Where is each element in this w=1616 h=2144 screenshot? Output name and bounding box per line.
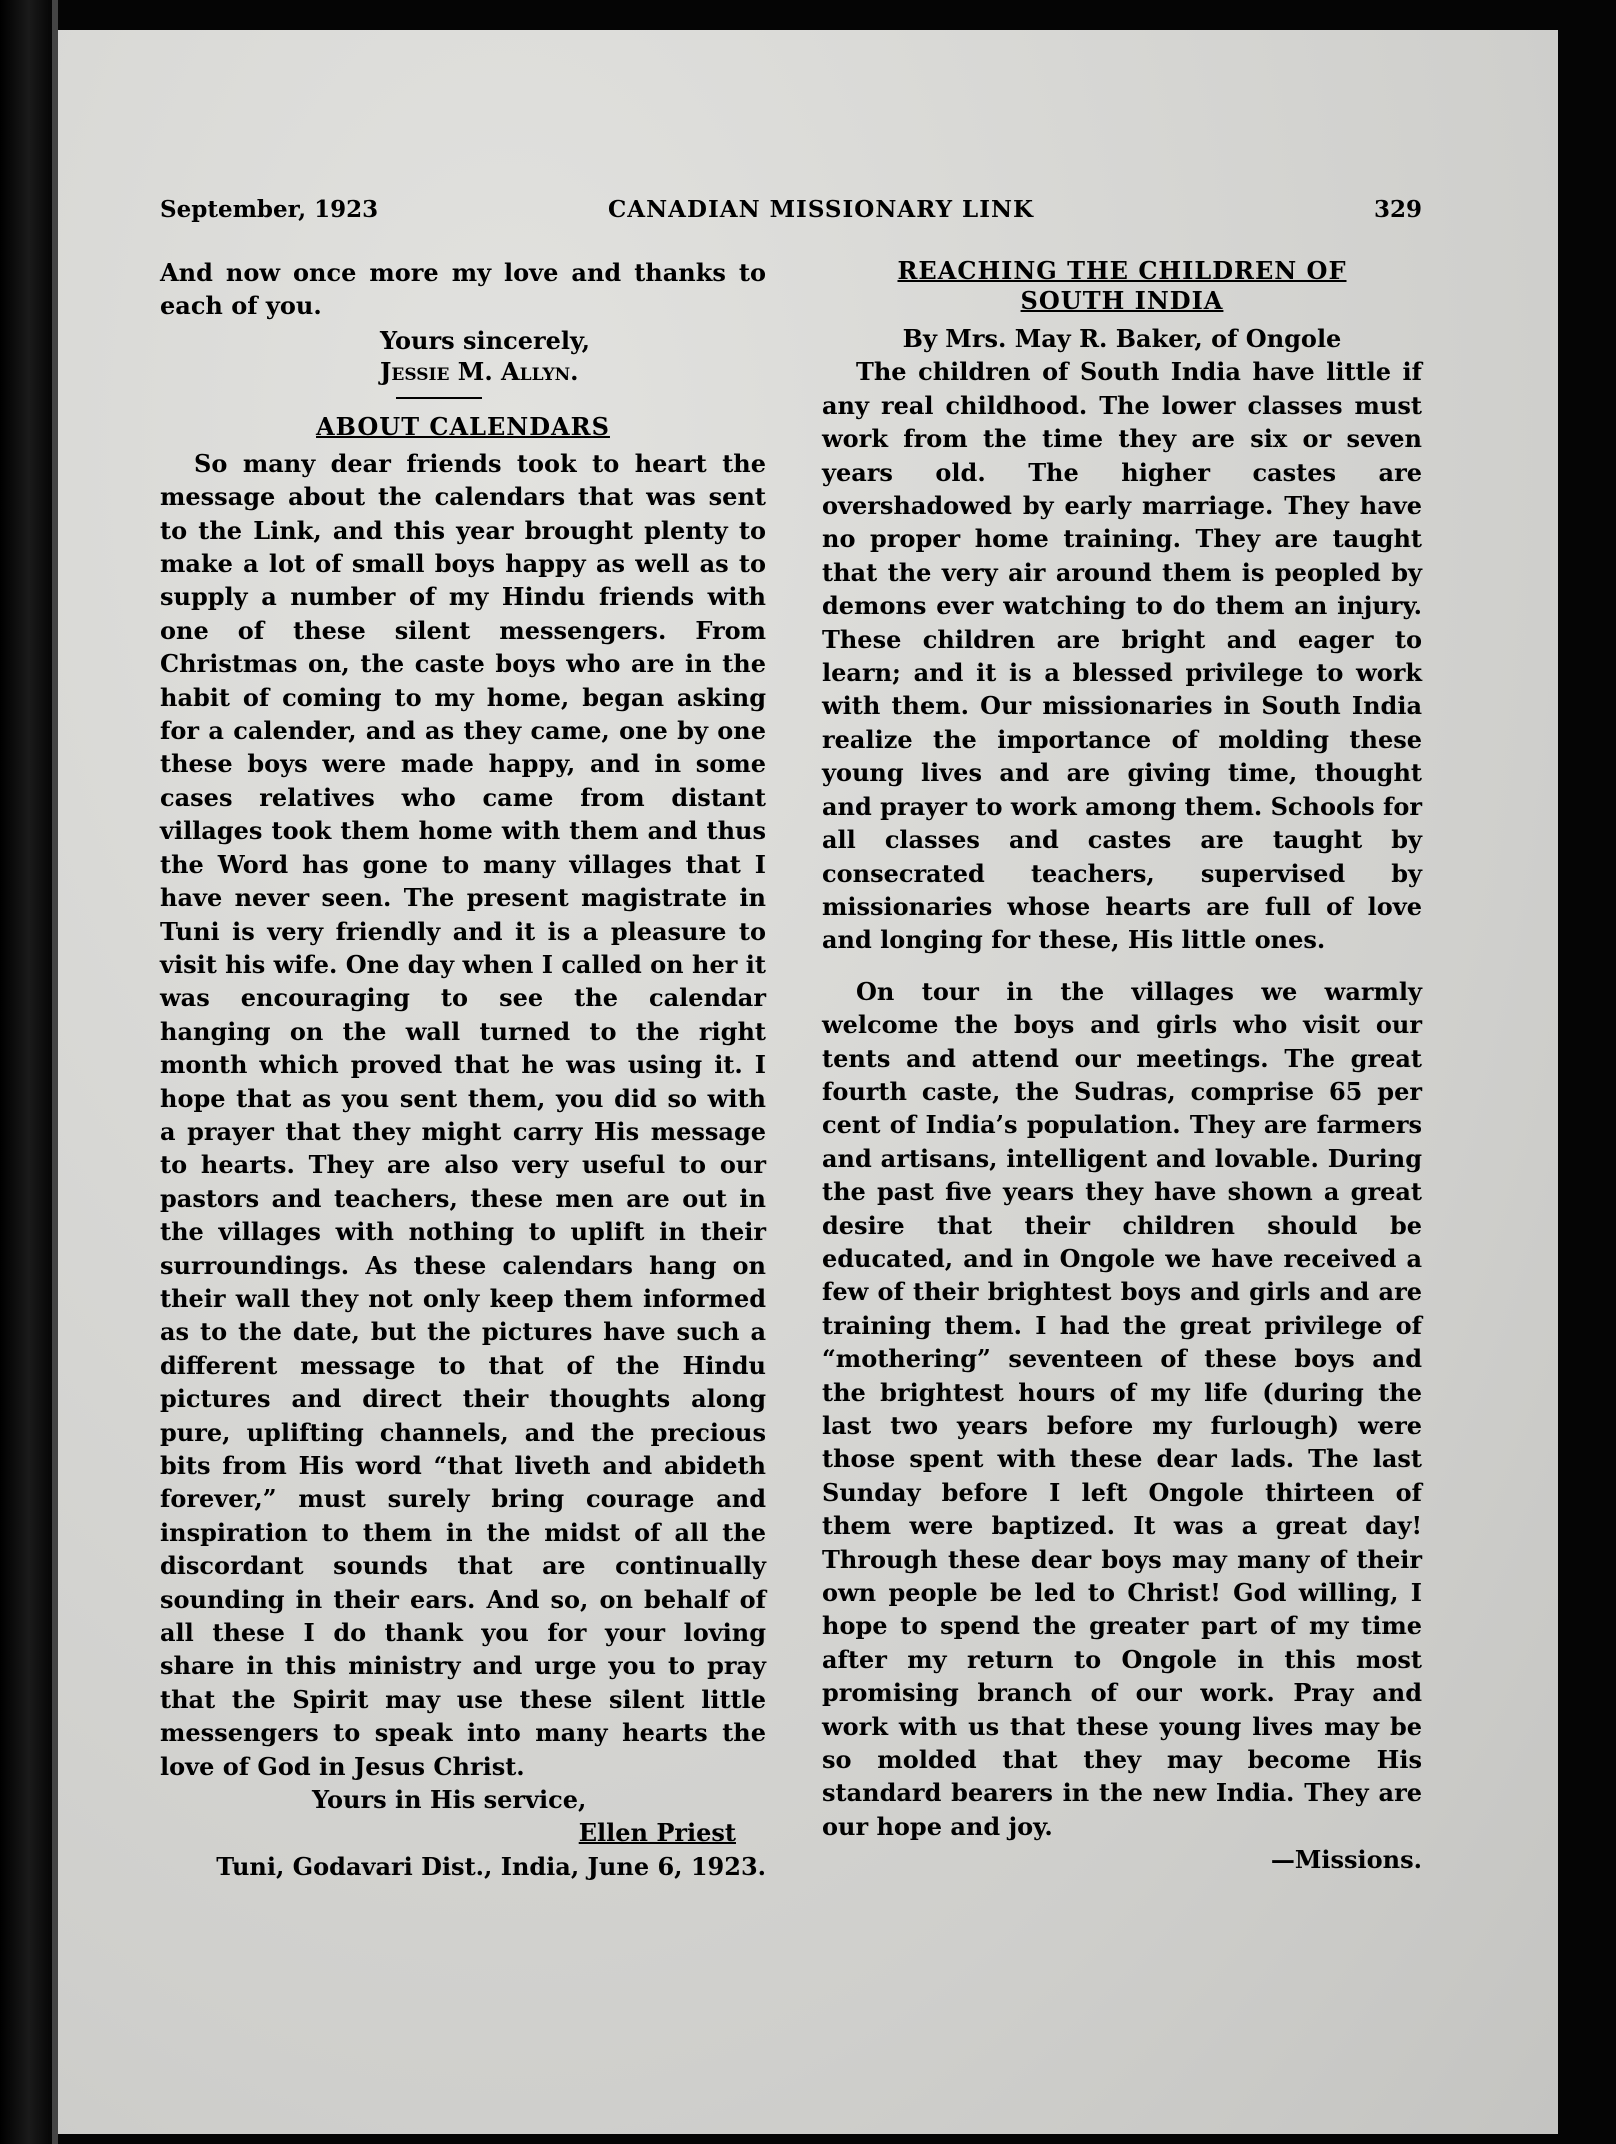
signoff-name: Jessie M. Allyn. — [380, 356, 579, 386]
signature: Ellen Priest — [578, 1818, 736, 1848]
byline: By Mrs. May R. Baker, of Ongole — [902, 324, 1342, 353]
left-column — [160, 256, 766, 1883]
right-column — [822, 256, 1422, 1877]
place-date: Tuni, Godavari Dist., India, June 6, 1923. — [216, 1851, 766, 1881]
paragraph-gap — [822, 957, 1422, 975]
header-title: CANADIAN MISSIONARY LINK — [608, 196, 1034, 223]
heading-line-2: SOUTH INDIA — [1020, 286, 1224, 315]
article-paragraph-2: On tour in the villages we warmly welcome the boys and girls who visit our tents and attend our meetings. The great fourth caste, the Sudras, comprise 65 per cent of India’s population. They are farmers and artisans, intelligent and lovable. During the past five years they have shown a great desire that their children should be educated, and in Ongole we have received a few of their brightest boys and girls and are training them. I had the great privilege of “mothering” seventeen of these boys and the brightest hours of my life (during the last two years before my furlough) were those spent with these dear lads. The last Sunday before I left Ongole thirteen of them were baptized. It was a great day! Through these dear boys may many of their own people be led to Christ! God willing, I hope to spend the greater part of my time after my return to Ongole in this most promising branch of our work. Pray and work with us that these young lives may be so molded that they may become His standard bearers in the new India. They are our hope and joy. — [822, 976, 1422, 1841]
opening-text: And now once more my love and thanks to each of you. — [160, 258, 766, 321]
magazine-page — [160, 196, 1422, 2016]
book-spine — [0, 0, 58, 2144]
page-number: 329 — [1373, 196, 1422, 223]
section-divider — [396, 397, 482, 399]
heading-line-1: REACHING THE CHILDREN OF — [897, 256, 1347, 285]
article-heading-calendars: ABOUT CALENDARS — [316, 411, 610, 441]
signoff-closing: Yours sincerely, — [380, 325, 591, 355]
article-heading-children — [822, 256, 1422, 316]
header-date: September, 1923 — [160, 196, 379, 223]
running-header — [160, 196, 1422, 236]
source-credit: —Missions. — [1270, 1845, 1422, 1875]
closing-line: Yours in His service, — [312, 1785, 587, 1815]
letter-signoff — [160, 325, 766, 387]
article-paragraph-1: The children of South India have little if any real childhood. The lower classes must work from the time they are six or seven years old. The higher castes are overshadowed by early marriage. They have no proper home training. They are taught that the very air around them is peopled by demons ever watching to do them an injury. These children are bright and eager to learn; and it is a blessed privilege to work with them. Our missionaries in South India realize the importance of molding these young lives and are giving time, thought and prayer to work among them. Schools for all classes and castes are taught by consecrated teachers, supervised by missionaries whose hearts are full of love and longing for these, His little ones. — [822, 357, 1422, 955]
article-body-calendars: So many dear friends took to heart the message about the calendars that was sent to the Link, and this year brought plenty to make a lot of small boys happy as well as to supply a number of my Hindu friends with one of these silent messengers. From Christmas on, the caste boys who are in the habit of coming to my home, began asking for a calender, and as they came, one by one these boys were made happy, and in some cases relatives who came from distant villages took them home with them and thus the Word has gone to many villages that I have never seen. The present magistrate in Tuni is very friendly and it is a pleasure to visit his wife. One day when I called on her it was encouraging to see the calendar hanging on the wall turned to the right month which proved that he was using it. I hope that as you sent them, you did so with a prayer that they might carry His message to hearts. They are also very useful to our pastors and teachers, these men are out in the villages with nothing to uplift in their surroundings. As these calendars hang on their wall they not only keep them informed as to the date, but the pictures have such a different message to that of the Hindu pictures and direct their thoughts along pure, uplifting channels, and the precious bits from His word “that liveth and abideth forever,” must surely bring courage and inspiration to them in the midst of all the discordant sounds that are continually sounding in their ears. And so, on behalf of all these I do thank you for your loving share in this ministry and urge you to pray that the Spirit may use these silent little messengers to speak into many hearts the love of God in Jesus Christ. — [160, 448, 766, 1781]
